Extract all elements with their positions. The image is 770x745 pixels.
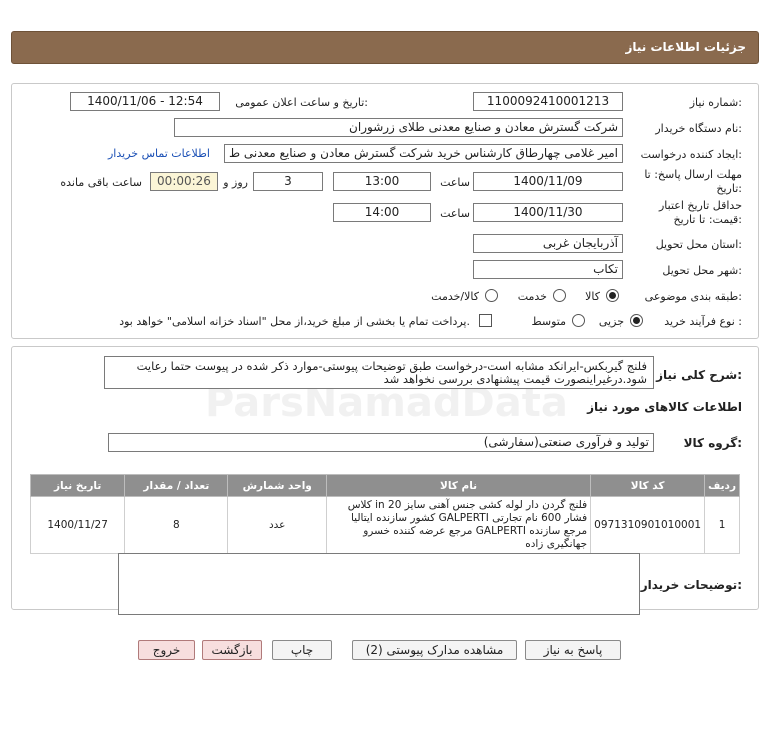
deadline-label-line2: تاریخ:	[716, 182, 742, 195]
province-field: آذربایجان غربی	[473, 234, 623, 253]
remaining-time-field: 00:00:26	[150, 172, 218, 191]
goods-group-field: تولید و فرآوری صنعتی(سفارشی)	[108, 433, 654, 452]
page-title: جزئیات اطلاعات نیاز	[625, 40, 746, 54]
category-label: طبقه بندی موضوعی:	[644, 290, 742, 303]
contact-buyer-link[interactable]: اطلاعات تماس خریدار	[108, 147, 210, 160]
announce-field: 1400/11/06 - 12:54	[70, 92, 220, 111]
buyer-notes-box	[118, 553, 640, 615]
watermark-brand: ParsNamadData	[205, 380, 568, 426]
goods-group-label: گروه کالا:	[683, 436, 742, 450]
col-row: ردیف	[705, 475, 740, 497]
buyer-org-field: شرکت گسترش معادن و صنایع معدنی طلای زرشوران	[174, 118, 623, 137]
deadline-label-line1: مهلت ارسال پاسخ: تا	[644, 168, 742, 181]
buyer-notes-label: توضیحات خریدار:	[640, 578, 742, 592]
need-number-field: 1100092410001213	[473, 92, 623, 111]
cell-code: 0971310901010001	[591, 497, 705, 554]
validity-time-field: 14:00	[333, 203, 431, 222]
validity-time-label: ساعت	[440, 207, 470, 220]
description-text: فلنج گیربکس-ایرانکد مشابه است-درخواست طبق توضیحات پیوستی-موارد ذکر شده در پیوست حتما رعایت شود.درغیراینصورت قیمت پیشنهادی بررسی نخواهد شد	[136, 359, 647, 386]
days-label: روز و	[223, 176, 248, 189]
announce-label: تاریخ و ساعت اعلان عمومی:	[235, 96, 368, 109]
col-name: نام کالا	[326, 475, 590, 497]
category-option-service: خدمت	[517, 290, 547, 303]
description-box	[104, 356, 654, 389]
city-field: تکاب	[473, 260, 623, 279]
province-label: استان محل تحویل:	[655, 238, 742, 251]
validity-date-field: 1400/11/30	[473, 203, 623, 222]
process-option-minor: جزیی	[598, 315, 624, 328]
category-radio-goods[interactable]	[606, 289, 619, 302]
reply-button[interactable]: پاسخ به نیاز	[525, 640, 621, 660]
process-option-medium: متوسط	[531, 315, 566, 328]
cell-qty: 8	[125, 497, 228, 554]
cell-row: 1	[705, 497, 740, 554]
print-button[interactable]: چاپ	[272, 640, 332, 660]
category-option-goods: کالا	[585, 290, 600, 303]
cell-date: 1400/11/27	[31, 497, 125, 554]
page-header	[11, 31, 759, 64]
cell-unit: عدد	[228, 497, 327, 554]
attachments-button[interactable]: مشاهده مدارک پیوستی (2)	[352, 640, 517, 660]
category-option-goods-service: کالا/خدمت	[431, 290, 479, 303]
col-unit: واحد شمارش	[228, 475, 327, 497]
goods-section-title: اطلاعات کالاهای مورد نیاز	[587, 400, 742, 414]
treasury-payment-note: پرداخت تمام یا بخشی از مبلغ خرید،از محل "اسناد خزانه اسلامی" خواهد بود.	[119, 315, 470, 328]
category-radio-goods-service[interactable]	[485, 289, 498, 302]
goods-table	[30, 474, 740, 554]
cell-name: فلنج گردن دار لوله کشی جنس آهنی سایز 20 in کلاس فشار 600 نام تجارتی GALPERTI کشور سازنده ایتالیا مرجع سازنده GALPERTI مرجع عرضه کننده خسرو جهانگیری زاده	[326, 497, 590, 554]
validity-label-line2: قیمت: تا تاریخ:	[673, 213, 742, 226]
goods-table-header	[31, 475, 740, 497]
col-code: کد کالا	[591, 475, 705, 497]
back-button[interactable]: بازگشت	[202, 640, 262, 660]
need-number-label: شماره نیاز:	[689, 96, 742, 109]
days-field: 3	[253, 172, 323, 191]
process-radio-medium[interactable]	[572, 314, 585, 327]
col-qty: تعداد / مقدار	[125, 475, 228, 497]
deadline-time-field: 13:00	[333, 172, 431, 191]
remaining-label: ساعت باقی مانده	[60, 176, 142, 189]
process-label: نوع فرآیند خرید :	[664, 315, 742, 328]
category-radio-service[interactable]	[553, 289, 566, 302]
table-row	[31, 497, 740, 554]
deadline-time-label: ساعت	[440, 176, 470, 189]
treasury-payment-checkbox[interactable]	[479, 314, 492, 327]
creator-field: امیر غلامی چهارطاق کارشناس خرید شرکت گسترش معادن و صنایع معدنی ط	[224, 144, 623, 163]
validity-label-line1: حداقل تاریخ اعتبار	[658, 199, 742, 212]
buyer-org-label: نام دستگاه خریدار:	[655, 122, 742, 135]
process-radio-minor[interactable]	[630, 314, 643, 327]
description-label: شرح کلی نیاز:	[656, 368, 742, 382]
creator-label: ایجاد کننده درخواست:	[640, 148, 742, 161]
col-date: تاریخ نیاز	[31, 475, 125, 497]
deadline-date-field: 1400/11/09	[473, 172, 623, 191]
exit-button[interactable]: خروج	[138, 640, 195, 660]
city-label: شهر محل تحویل:	[662, 264, 742, 277]
